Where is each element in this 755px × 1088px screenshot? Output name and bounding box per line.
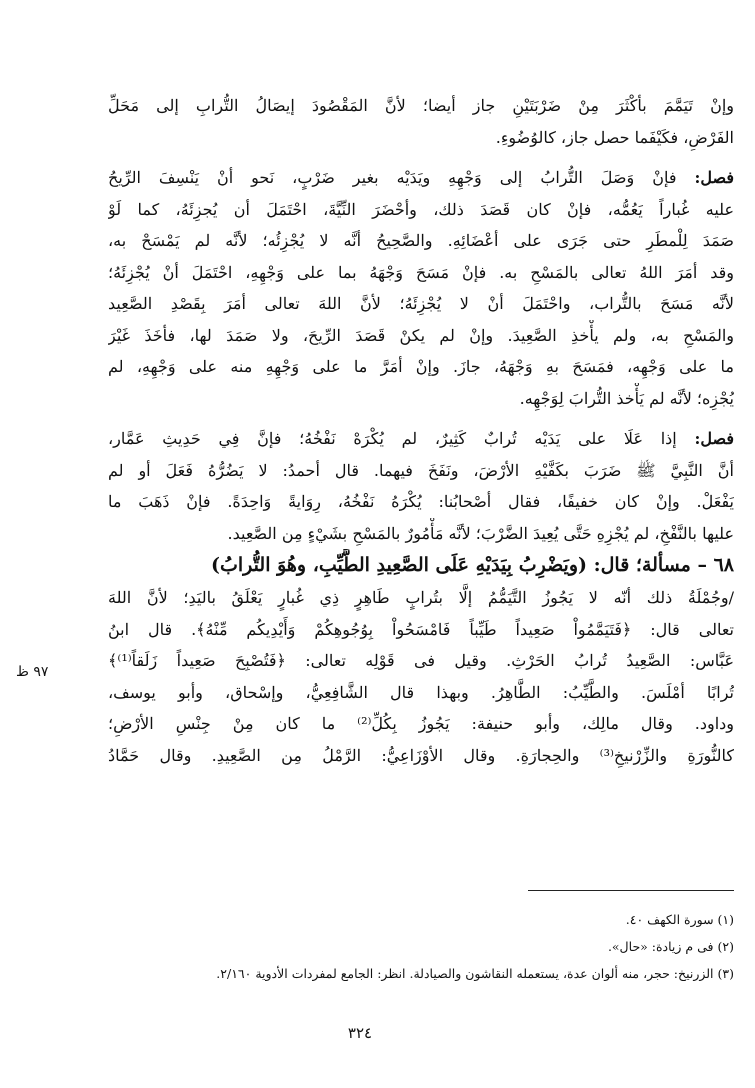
text-line: أنَّ النَّبِيَّ ﷺ ضَرَبَ بكَفَّيْهِ الأرْضَ، ونَفَخَ فيهما. قال أحمدُ: لا يَضُرُّهُ فَعَلَ أو لم	[108, 460, 734, 480]
section-label: فصل:	[694, 168, 734, 187]
text-line: يُجْزِه؛ لأنَّه لم يَأْخذ التُّرابَ لِوَجْهِه.	[519, 388, 734, 408]
text-line: /وجُمْلَةُ ذلك أنّه لا يَجُوزُ التَّيَمُّمُ إلَّا بتُرابٍ طَاهِرٍ ذِي غُبارٍ يَعْلَقُ باليَدِ؛ لأنَّ اللهَ	[108, 588, 734, 607]
text-span: إذا عَلَا على يَدَيْه تُرابٌ كَثِيرٌ، لم يُكْرَهْ نَفْخُهُ؛ فإنَّ فِي حَدِيثِ عَمَّار،	[108, 429, 677, 448]
text-line: وإنْ تَيَمَّمَ بأكْثَرَ مِنْ ضَرْبَتَيْنِ جاز أيضا؛ لأنَّ المَقْصُودَ إيصَالُ التُّرابِ إلى مَحَلِّ	[108, 96, 734, 115]
text-line: عليه غُباراً يَعُمُّه، فإنْ كان قَصَدَ ذلك، وأحْضَرَ النِّيَّةَ، احْتَمَلَ أن يُجزِئَهُ، كما لَوْ	[108, 199, 734, 219]
text-line: تُرابًا أمْلَسَ. والطَّيِّبُ: الطَّاهِرُ. وبهذا قال الشَّافِعِيُّ، وإسْحاق، وأبو يوسف،	[108, 682, 734, 702]
text-line: ما على وَجْهِه، فمَسَحَ بهِ وَجْهَهُ، جازَ. وإنْ أمَرَّ ما على وَجْهِهِ منه على وَجْهِهِ، لم	[108, 357, 734, 376]
text-line: عليها بالنَّفْخِ، لم يُجْزِهِ حَتَّى يُعِيدَ الضَّرْبَ؛ لأنَّه مَأْمُورٌ بالمَسْحِ بشَيْءٍ مِن الصَّعِيد.	[227, 523, 734, 543]
text-line: والمَسْحِ به، ولم يأْخذِ الصَّعِيدَ. وإنْ لم يكنْ قَصَدَ الرِّيحَ، ولا صَمَدَ لها، فأخَذَ غَيْرَ	[108, 325, 734, 345]
section-label: فصل:	[694, 429, 734, 448]
text-line: وداود. وقال مالِك، وأبو حنيفة: يَجُوزُ بِكُلِّ⁽²⁾ ما كان مِنْ جِنْسِ الأرْضِ؛	[108, 714, 734, 733]
text-line: عَبَّاس: الصَّعِيدُ تُرابُ الحَرْثِ. وقيل فى قَوْلِه تعالى: ﴿فَتُصْبِحَ صَعِيداً زَلَقاً⁽¹⁾﴾	[108, 651, 734, 670]
text-line: يَفْعَلْ. وإنْ كان خفيفًا، فقال أصْحابُنا: يُكْرَهُ نَفْخُهُ، رِوَايةً وَاحِدَةً. فإنْ ذَهَبَ ما	[108, 492, 734, 511]
text-span: فإنْ وَصَلَ التُّرابُ إلى وَجْهِهِ ويَدَيْه بغير ضَرْبٍ، نَحو أنْ يَنْسِفَ الرِّيحُ	[108, 168, 677, 187]
footnote-divider	[528, 890, 734, 891]
text-line: كالنُّورَةِ والزِّرْنيخِ⁽³⁾ والحِجارَةِ. وقال الأوْزَاعِيُّ: الرَّمْلُ مِن الصَّعِيدِ. وقال حَمَّادُ	[108, 745, 734, 765]
issue-heading: ٦٨ – مسألة؛ قال: (ويَضْرِبُ بِيَدَيْهِ عَلَى الصَّعِيدِ الطَّيِّبِ، وهُوَ التُّرابُ)	[211, 554, 734, 576]
text-line: لأنَّه مَسَحَ بالتُّراب، واحْتَمَلَ أنْ لا يُجْزِئَهُ؛ لأنَّ اللهَ تعالى أمَرَ بِقَصْدِ الصَّعِيد	[108, 294, 734, 313]
section-first-line	[108, 423, 734, 455]
footnotes	[108, 906, 734, 987]
footnote: (١) سورة الكهف ٤٠.	[625, 912, 734, 927]
section-first-line	[108, 162, 734, 194]
text-line: تعالى قال: ﴿فَتَيَمَّمُواْ صَعِيداً طَيِّباً فَامْسَحُواْ بِوُجُوهِكُمْ وَأَيْدِيكُم مِّنْهُ﴾. قال ابنُ	[108, 619, 734, 639]
footnote: (٢) فى م زيادة: «حال».	[607, 939, 734, 954]
footnote: (٣) الزرنيخ: حجر، منه ألوان عدة، يستعمله النقاشون والصيادلة. انظر: الجامع لمفردات الأدوية ٢/١٦٠.	[216, 966, 734, 981]
text-line: وقد أمَرَ اللهُ تعالى بالمَسْحِ به. فإنْ مَسَحَ وَجْهَهُ بما على وَجْهِهِ، احْتَمَلَ أنْ يُجْزِئَهُ؛	[108, 262, 734, 282]
text-line: صَمَدَ لِلْمطَرِ حتى جَرَى على أعْضَائِهِ. والصَّحِيحُ أنَّه لا يُجْزِئُه؛ لأنَّه لم يَمْسَحْ به،	[108, 231, 734, 250]
text-line: الفَرْضِ، فكَيْفَما حصل جاز، كالوُضُوءِ.	[495, 127, 734, 147]
folio-marker: ٩٧ ظ	[16, 664, 49, 680]
main-text	[108, 90, 734, 771]
page-number: ٣٢٤	[347, 1024, 373, 1042]
